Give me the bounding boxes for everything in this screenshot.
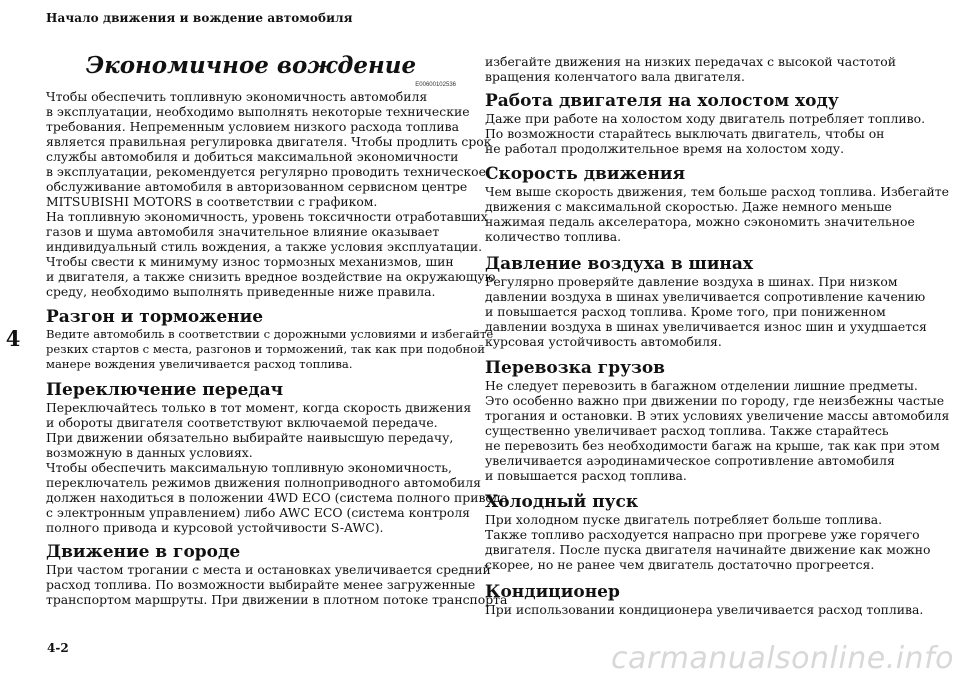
text-line: переключатель режимов движения полноприводного автомобиля bbox=[46, 475, 481, 490]
section-heading: Работа двигателя на холостом ходу bbox=[485, 91, 839, 111]
section-tire-pressure bbox=[485, 254, 927, 349]
text-line: и повышается расход топлива. bbox=[485, 468, 687, 483]
text-line: обслуживание автомобиля в авторизованном сервисном центре bbox=[46, 179, 468, 194]
text-line: индивидуальный стиль вождения, а также условия эксплуатации. bbox=[46, 239, 483, 254]
section-heading: Перевозка грузов bbox=[485, 358, 665, 378]
section-heading: Давление воздуха в шинах bbox=[485, 254, 754, 274]
section-heading: Скорость движения bbox=[485, 164, 686, 184]
section-gear-shifting bbox=[46, 380, 508, 535]
text-line: увеличивается аэродинамическое сопротивление автомобиля bbox=[485, 453, 895, 468]
text-line: При движении обязательно выбирайте наивысшую передачу, bbox=[46, 430, 454, 445]
chapter-tab: 4 bbox=[0, 316, 26, 362]
text-line: вращения коленчатого вала двигателя. bbox=[485, 69, 745, 84]
text-line: резких стартов с места, разгонов и торможений, так как при подобной bbox=[46, 342, 485, 356]
text-line: Чтобы свести к минимуму износ тормозных механизмов, шин bbox=[46, 254, 454, 269]
text-line: с электронным управлением) либо AWC ECO (система контроля bbox=[46, 505, 471, 520]
text-line: давлении воздуха в шинах увеличивается износ шин и ухудшается bbox=[485, 319, 927, 334]
text-line: является правильная регулировка двигателя. Чтобы продлить срок bbox=[46, 134, 492, 149]
section-city-driving bbox=[46, 542, 507, 607]
section-air-conditioner bbox=[485, 582, 923, 617]
text-line: Переключайтесь только в тот момент, когда скорость движения bbox=[46, 400, 472, 415]
text-line: нажимая педаль акселератора, можно сэкономить значительное bbox=[485, 214, 915, 229]
text-line: Также топливо расходуется напрасно при прогреве уже горячего bbox=[485, 527, 920, 542]
text-line: движения с максимальной скоростью. Даже немного меньше bbox=[485, 199, 892, 214]
page-title: Экономичное вождение bbox=[85, 52, 417, 79]
section-heading: Движение в городе bbox=[46, 542, 241, 562]
text-line: в эксплуатации, рекомендуется регулярно проводить техническое bbox=[46, 164, 486, 179]
text-line: курсовая устойчивость автомобиля. bbox=[485, 334, 722, 349]
text-line: манере вождения увеличивается расход топлива. bbox=[46, 357, 353, 371]
section-heading: Переключение передач bbox=[46, 380, 284, 400]
page-number: 4-2 bbox=[47, 641, 69, 655]
text-line: Ведите автомобиль в соответствии с дорожными условиями и избегайте bbox=[46, 327, 494, 341]
text-line: двигателя. После пуска двигателя начинайте движение как можно bbox=[485, 542, 931, 557]
text-line: Чтобы обеспечить максимальную топливную экономичность, bbox=[46, 460, 452, 475]
text-line: службы автомобиля и добиться максимальной экономичности bbox=[46, 149, 459, 164]
text-line: На топливную экономичность, уровень токсичности отработавших bbox=[46, 209, 488, 224]
text-line: количество топлива. bbox=[485, 229, 622, 244]
text-line: должен находиться в положении 4WD ECO (система полного привода bbox=[46, 490, 508, 505]
section-heading: Кондиционер bbox=[485, 582, 620, 602]
section-idling bbox=[485, 91, 925, 156]
text-line: Не следует перевозить в багажном отделении лишние предметы. bbox=[485, 378, 918, 393]
continued-text bbox=[485, 54, 896, 84]
text-line: расход топлива. По возможности выбирайте менее загруженные bbox=[46, 577, 476, 592]
text-line: и двигателя, а также снизить вредное воздействие на окружающую bbox=[46, 269, 496, 284]
text-line: в эксплуатации, необходимо выполнять некоторые технические bbox=[46, 104, 470, 119]
text-line: скорее, но не ранее чем двигатель достаточно прогреется. bbox=[485, 557, 875, 572]
text-line: не перевозить без необходимости багаж на крыше, так как при этом bbox=[485, 438, 940, 453]
text-line: существенно увеличивает расход топлива. Также старайтесь bbox=[485, 423, 889, 438]
section-speed bbox=[485, 164, 949, 244]
text-line: Чтобы обеспечить топливную экономичность автомобиля bbox=[46, 89, 428, 104]
section-cold-start bbox=[485, 492, 931, 572]
text-line: При частом трогании с места и остановках увеличивается средний bbox=[46, 562, 491, 577]
text-line: трогания и остановки. В этих условиях увеличение массы автомобиля bbox=[485, 408, 950, 423]
watermark: carmanualsonline.info bbox=[610, 641, 954, 676]
text-line: возможную в данных условиях. bbox=[46, 445, 253, 460]
text-line: Даже при работе на холостом ходу двигатель потребляет топливо. bbox=[485, 111, 926, 126]
text-line: MITSUBISHI MOTORS в соответствии с графиком. bbox=[46, 194, 378, 209]
section-acceleration bbox=[46, 307, 493, 372]
text-line: газов и шума автомобиля значительное влияние оказывает bbox=[46, 224, 440, 239]
text-line: среду, необходимо выполнять приведенные ниже правила. bbox=[46, 284, 436, 299]
document-code: E00600102536 bbox=[415, 82, 456, 88]
text-line: Регулярно проверяйте давление воздуха в шинах. При низком bbox=[485, 274, 898, 289]
intro-text bbox=[46, 89, 495, 299]
text-line: избегайте движения на низких передачах с высокой частотой bbox=[485, 54, 897, 69]
text-line: полного привода и курсовой устойчивости S-AWC). bbox=[46, 520, 384, 535]
section-heading: Холодный пуск bbox=[485, 492, 639, 512]
text-line: не работал продолжительное время на холостом ходу. bbox=[485, 141, 845, 156]
running-header: Начало движения и вождение автомобиля bbox=[46, 11, 353, 25]
text-line: требования. Непременным условием низкого расхода топлива bbox=[46, 119, 459, 134]
text-line: и повышается расход топлива. Кроме того, при пониженном bbox=[485, 304, 886, 319]
text-line: давлении воздуха в шинах увеличивается сопротивление качению bbox=[485, 289, 926, 304]
text-line: Это особенно важно при движении по городу, где неизбежны частые bbox=[485, 393, 945, 408]
text-line: При холодном пуске двигатель потребляет больше топлива. bbox=[485, 512, 883, 527]
text-line: По возможности старайтесь выключать двигатель, чтобы он bbox=[485, 126, 885, 141]
text-line: транспортом маршруты. При движении в плотном потоке транспорта bbox=[46, 592, 508, 607]
text-line: Чем выше скорость движения, тем больше расход топлива. Избегайте bbox=[485, 184, 949, 199]
text-line: и обороты двигателя соответствуют включаемой передаче. bbox=[46, 415, 438, 430]
section-heading: Разгон и торможение bbox=[46, 307, 264, 327]
section-cargo bbox=[485, 358, 949, 483]
text-line: При использовании кондиционера увеличивается расход топлива. bbox=[485, 602, 924, 617]
